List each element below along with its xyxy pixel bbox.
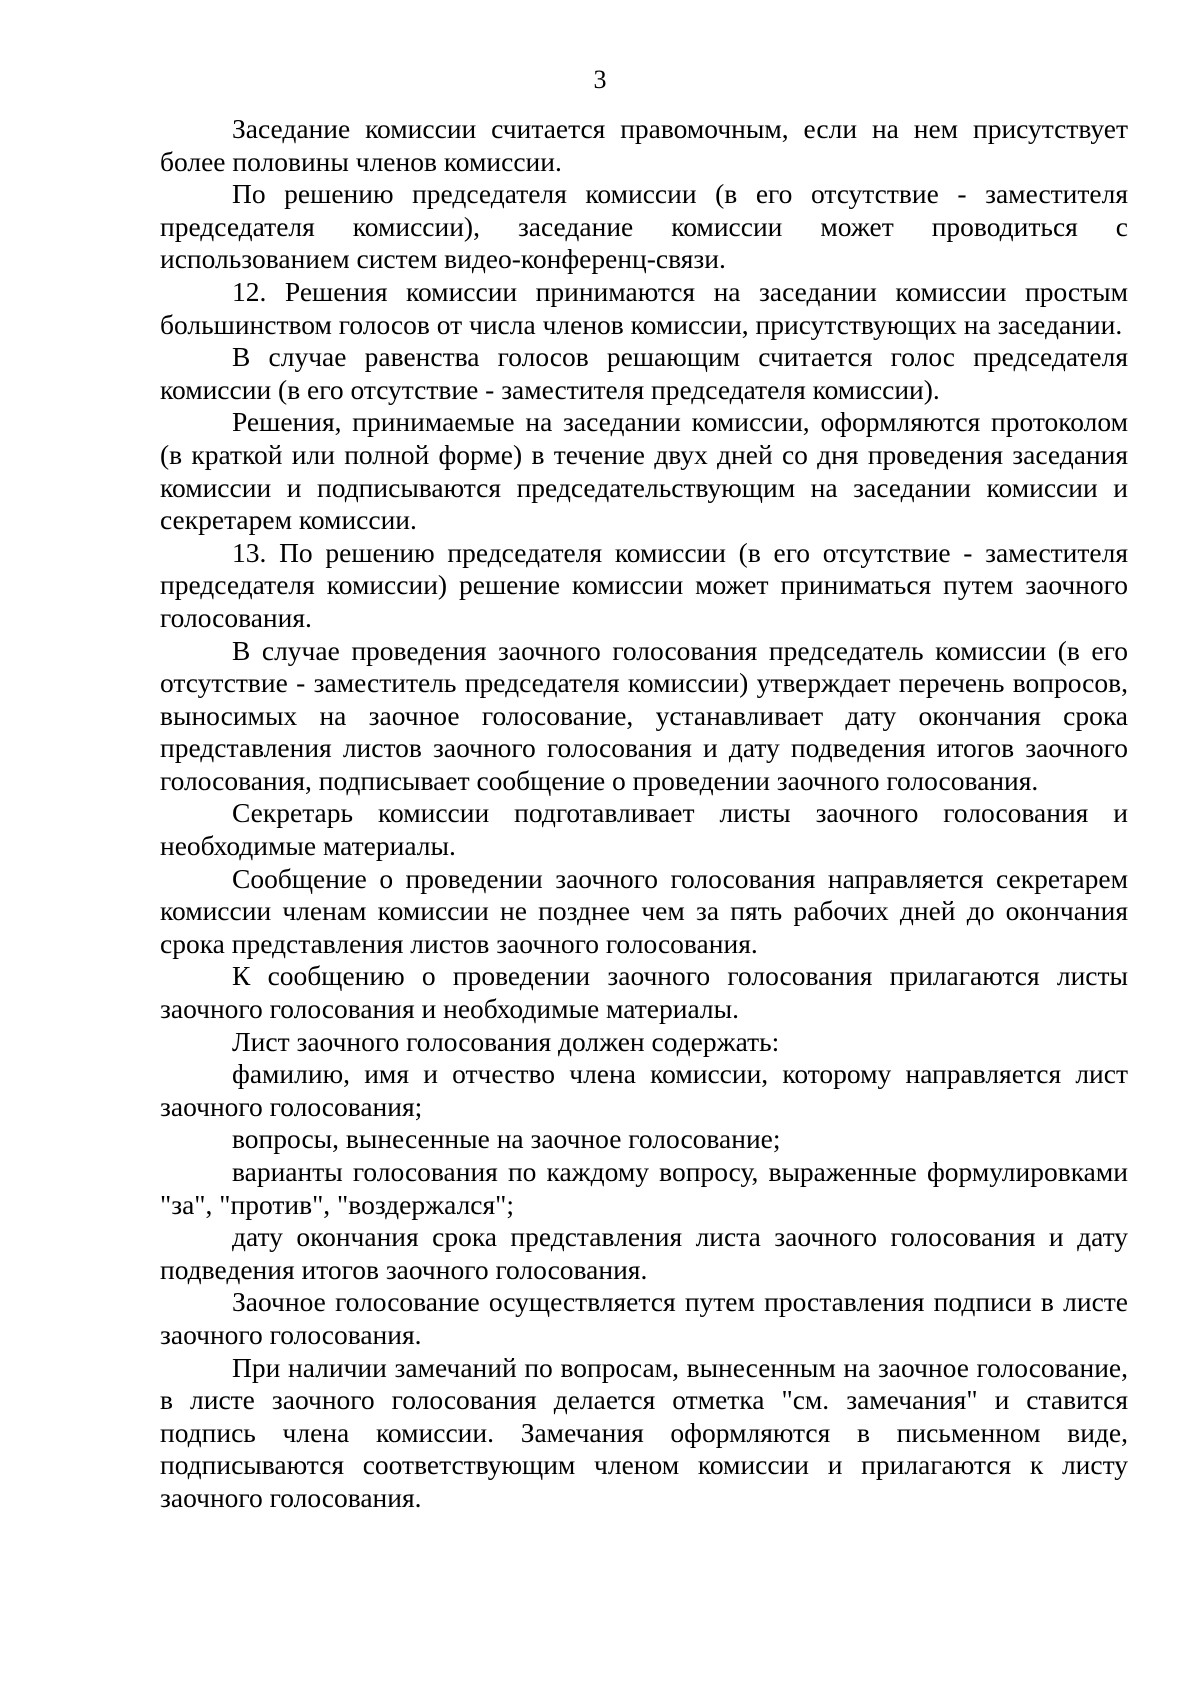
paragraph-item-12: 12. Решения комиссии принимаются на заседании комиссии простым большинством голосов от числа членов комиссии, присутствующих на заседании. [160, 275, 1128, 340]
paragraph-secretary-prepares: Секретарь комиссии подготавливает листы заочного голосования и необходимые материалы. [160, 797, 1128, 862]
paragraph-absentee-procedure: В случае проведения заочного голосования председатель комиссии (в его отсутствие - заместитель председателя комиссии) утверждает перечень вопросов, выносимых на заочное голосование, устанавливает дату окончания срока представления листов заочного голосования и дату подведения итогов заочного голосования, подписывает сообщение о проведении заочного голосования. [160, 634, 1128, 796]
paragraph-notice-attachments: К сообщению о проведении заочного голосования прилагаются листы заочного голосования и необходимые материалы. [160, 960, 1128, 1025]
list-item-questions: вопросы, вынесенные на заочное голосование; [232, 1123, 781, 1155]
list-item-member-name: фамилию, имя и отчество члена комиссии, которому направляется лист заочного голосования; [160, 1058, 1128, 1122]
paragraph-signature: Заочное голосование осуществляется путем проставления подписи в листе заочного голосования. [160, 1286, 1128, 1350]
document-body [160, 113, 1128, 1515]
list-item-vote-options: варианты голосования по каждому вопросу, выраженные формулировками "за", "против", "воздержался"; [160, 1156, 1128, 1220]
list-item-deadline: дату окончания срока представления листа заочного голосования и дату подведения итогов заочного голосования. [160, 1221, 1128, 1285]
paragraph-sheet-contents: Лист заочного голосования должен содержать: [232, 1025, 780, 1057]
paragraph-tie-vote: В случае равенства голосов решающим считается голос председателя комиссии (в его отсутствие - заместителя председателя комиссии). [160, 341, 1128, 405]
paragraph-item-13: 13. По решению председателя комиссии (в его отсутствие - заместителя председателя комиссии) решение комиссии может приниматься путем заочного голосования. [160, 536, 1128, 633]
paragraph-remarks: При наличии замечаний по вопросам, вынесенным на заочное голосование, в листе заочного голосования делается отметка "см. замечания" и ставится подпись члена комиссии. Замечания оформляются в письменном виде, подписываются соответствующим членом комиссии и прилагаются к листу заочного голосования. [160, 1351, 1128, 1513]
paragraph-protocol: Решения, принимаемые на заседании комиссии, оформляются протоколом (в краткой или полной форме) в течение двух дней со дня проведения заседания комиссии и подписываются председательствующим на заседании комиссии и секретарем комиссии. [160, 406, 1128, 536]
paragraph-quorum: Заседание комиссии считается правомочным, если на нем присутствует более половины членов комиссии. [160, 113, 1128, 177]
paragraph-videoconference: По решению председателя комиссии (в его отсутствие - заместителя председателя комиссии), заседание комиссии может проводиться с использованием систем видео-конференц-связи. [160, 178, 1128, 275]
page-number: 3 [593, 65, 607, 94]
paragraph-notice-sent: Сообщение о проведении заочного голосования направляется секретарем комиссии членам комиссии не позднее чем за пять рабочих дней до окончания срока представления листов заочного голосования. [160, 862, 1128, 959]
